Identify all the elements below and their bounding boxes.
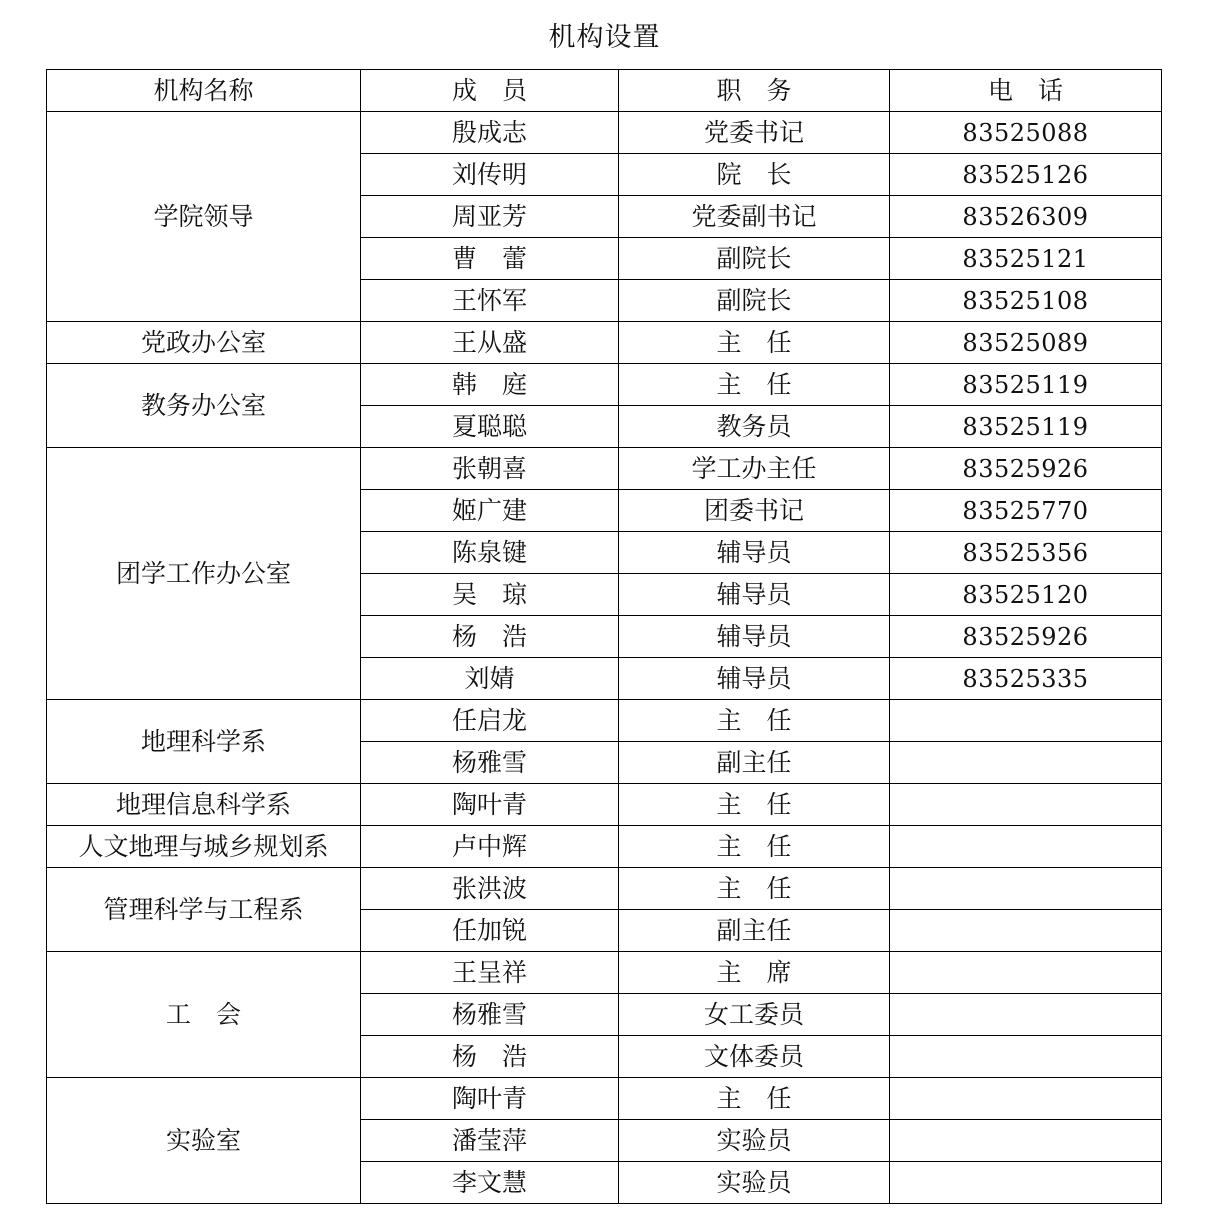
- member-cell: 王怀军: [361, 280, 619, 322]
- phone-cell: 83526309: [890, 196, 1162, 238]
- member-cell: 张洪波: [361, 868, 619, 910]
- table-row: [47, 1078, 1162, 1120]
- position-cell: 主 任: [619, 364, 890, 406]
- member-cell: 任启龙: [361, 700, 619, 742]
- org-name-cell: 地理科学系: [47, 700, 361, 784]
- position-cell: 辅导员: [619, 658, 890, 700]
- position-cell: 实验员: [619, 1162, 890, 1204]
- table-row: [47, 112, 1162, 154]
- table-row: [47, 364, 1162, 406]
- position-cell: 学工办主任: [619, 448, 890, 490]
- phone-cell: 83525120: [890, 574, 1162, 616]
- position-cell: 文体委员: [619, 1036, 890, 1078]
- member-cell: 陶叶青: [361, 1078, 619, 1120]
- phone-cell: 83525119: [890, 364, 1162, 406]
- member-cell: 陶叶青: [361, 784, 619, 826]
- table-row: [47, 448, 1162, 490]
- member-cell: 吴 琼: [361, 574, 619, 616]
- position-cell: 主 任: [619, 868, 890, 910]
- phone-cell: 83525108: [890, 280, 1162, 322]
- position-cell: 主 任: [619, 700, 890, 742]
- phone-cell: [890, 742, 1162, 784]
- table-row: [47, 952, 1162, 994]
- phone-cell: [890, 868, 1162, 910]
- phone-cell: [890, 910, 1162, 952]
- table-row: [47, 826, 1162, 868]
- org-name-cell: 人文地理与城乡规划系: [47, 826, 361, 868]
- member-cell: 杨 浩: [361, 1036, 619, 1078]
- member-cell: 刘婧: [361, 658, 619, 700]
- org-name-cell: 教务办公室: [47, 364, 361, 448]
- position-cell: 主 任: [619, 826, 890, 868]
- member-cell: 韩 庭: [361, 364, 619, 406]
- position-cell: 教务员: [619, 406, 890, 448]
- position-cell: 辅导员: [619, 574, 890, 616]
- member-cell: 陈泉键: [361, 532, 619, 574]
- member-cell: 杨 浩: [361, 616, 619, 658]
- phone-cell: [890, 952, 1162, 994]
- phone-cell: [890, 700, 1162, 742]
- member-cell: 刘传明: [361, 154, 619, 196]
- org-name-cell: 工 会: [47, 952, 361, 1078]
- org-name-cell: 学院领导: [47, 112, 361, 322]
- table-row: [47, 322, 1162, 364]
- position-cell: 主 席: [619, 952, 890, 994]
- table-row: [47, 784, 1162, 826]
- phone-cell: [890, 1120, 1162, 1162]
- table-row: [47, 868, 1162, 910]
- position-cell: 院 长: [619, 154, 890, 196]
- member-cell: 任加锐: [361, 910, 619, 952]
- org-name-cell: 团学工作办公室: [47, 448, 361, 700]
- phone-cell: [890, 1036, 1162, 1078]
- member-cell: 姬广建: [361, 490, 619, 532]
- phone-cell: 83525121: [890, 238, 1162, 280]
- org-name-cell: 党政办公室: [47, 322, 361, 364]
- position-cell: 主 任: [619, 322, 890, 364]
- member-cell: 杨雅雪: [361, 742, 619, 784]
- member-cell: 潘莹萍: [361, 1120, 619, 1162]
- phone-cell: 83525770: [890, 490, 1162, 532]
- position-cell: 女工委员: [619, 994, 890, 1036]
- phone-cell: [890, 994, 1162, 1036]
- member-cell: 殷成志: [361, 112, 619, 154]
- phone-cell: [890, 826, 1162, 868]
- position-cell: 党委书记: [619, 112, 890, 154]
- phone-cell: [890, 784, 1162, 826]
- member-cell: 卢中辉: [361, 826, 619, 868]
- phone-cell: 83525926: [890, 616, 1162, 658]
- phone-cell: 83525089: [890, 322, 1162, 364]
- organization-table: [46, 69, 1162, 1204]
- position-cell: 团委书记: [619, 490, 890, 532]
- position-cell: 辅导员: [619, 532, 890, 574]
- position-cell: 党委副书记: [619, 196, 890, 238]
- header-phone: 电 话: [890, 70, 1162, 112]
- member-cell: 王从盛: [361, 322, 619, 364]
- member-cell: 杨雅雪: [361, 994, 619, 1036]
- phone-cell: 83525088: [890, 112, 1162, 154]
- table-row: [47, 700, 1162, 742]
- header-member: 成 员: [361, 70, 619, 112]
- phone-cell: 83525356: [890, 532, 1162, 574]
- org-name-cell: 管理科学与工程系: [47, 868, 361, 952]
- phone-cell: [890, 1162, 1162, 1204]
- position-cell: 辅导员: [619, 616, 890, 658]
- org-name-cell: 地理信息科学系: [47, 784, 361, 826]
- position-cell: 实验员: [619, 1120, 890, 1162]
- header-position: 职 务: [619, 70, 890, 112]
- member-cell: 李文慧: [361, 1162, 619, 1204]
- position-cell: 主 任: [619, 784, 890, 826]
- table-body: [47, 112, 1162, 1204]
- position-cell: 主 任: [619, 1078, 890, 1120]
- phone-cell: 83525119: [890, 406, 1162, 448]
- member-cell: 王呈祥: [361, 952, 619, 994]
- phone-cell: [890, 1078, 1162, 1120]
- position-cell: 副院长: [619, 238, 890, 280]
- member-cell: 周亚芳: [361, 196, 619, 238]
- phone-cell: 83525335: [890, 658, 1162, 700]
- member-cell: 夏聪聪: [361, 406, 619, 448]
- member-cell: 曹 蕾: [361, 238, 619, 280]
- page-title: 机构设置: [548, 22, 661, 53]
- table-header-row: [47, 70, 1162, 112]
- position-cell: 副主任: [619, 910, 890, 952]
- org-name-cell: 实验室: [47, 1078, 361, 1204]
- phone-cell: 83525126: [890, 154, 1162, 196]
- member-cell: 张朝喜: [361, 448, 619, 490]
- header-org-name: 机构名称: [47, 70, 361, 112]
- position-cell: 副院长: [619, 280, 890, 322]
- phone-cell: 83525926: [890, 448, 1162, 490]
- position-cell: 副主任: [619, 742, 890, 784]
